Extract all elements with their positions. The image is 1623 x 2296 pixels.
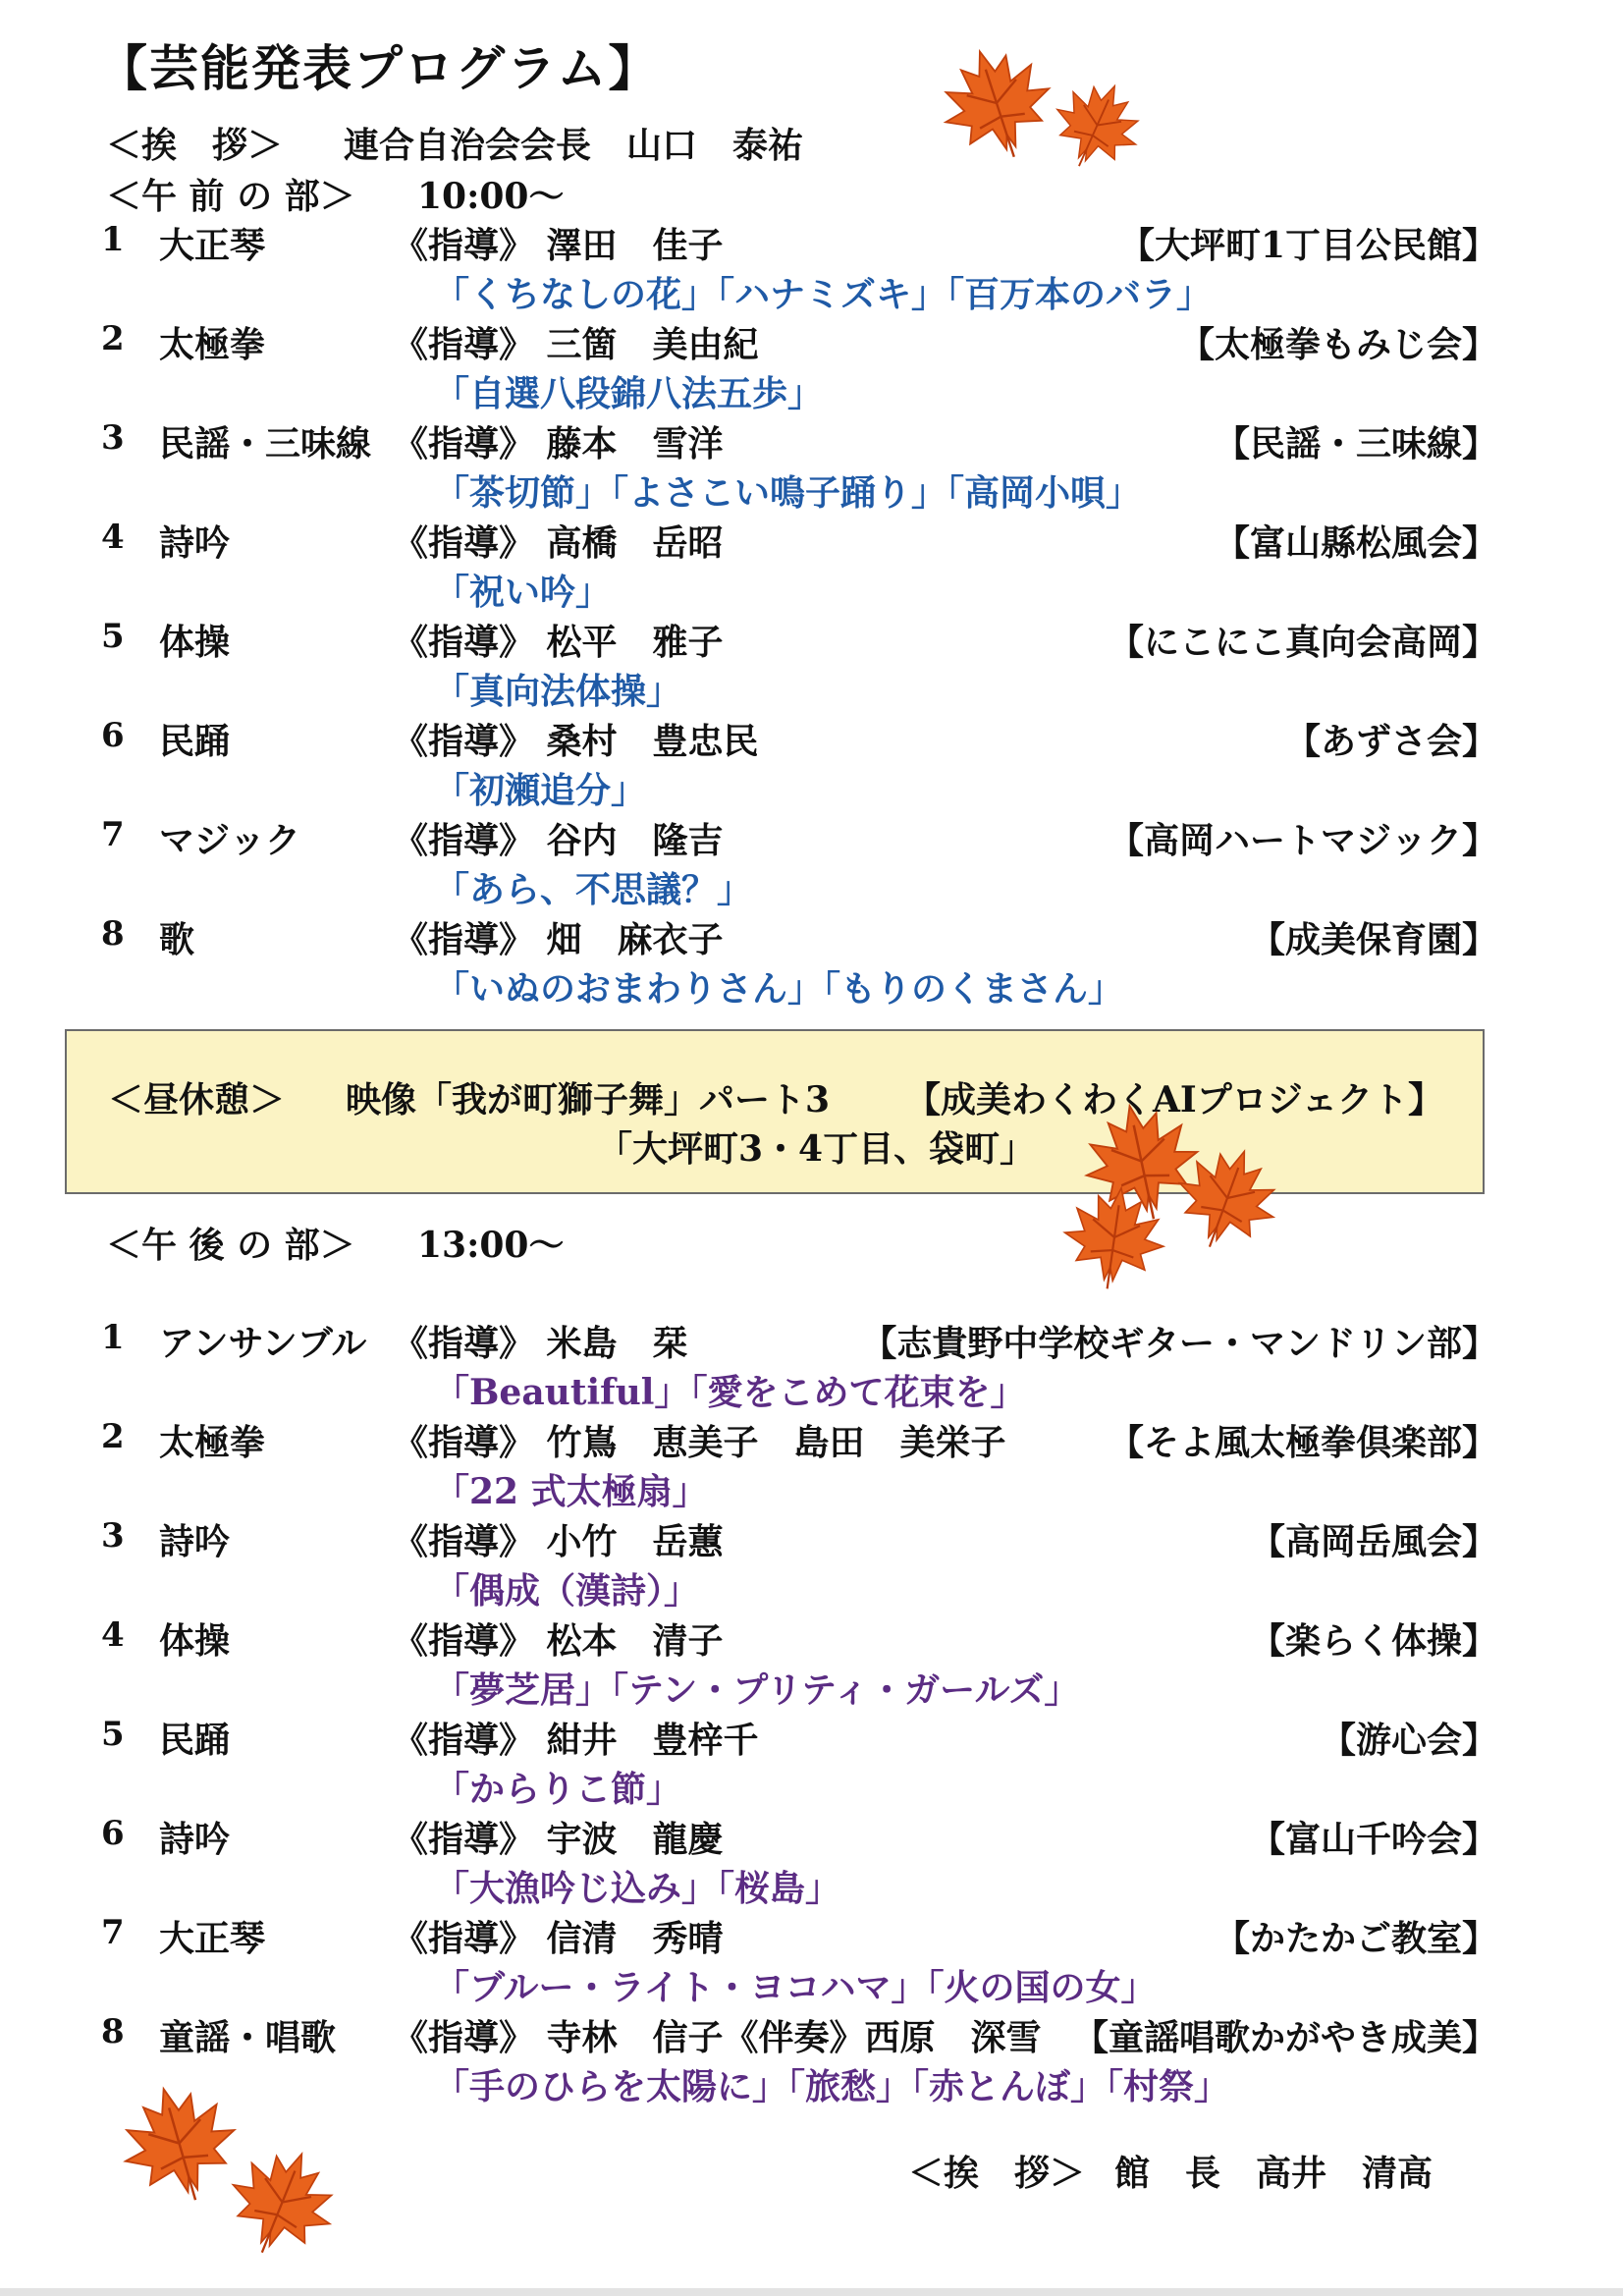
- item-songs: 「真向法体操」: [434, 671, 682, 712]
- item-genre: マジック: [159, 820, 301, 861]
- item-number: 7: [101, 1913, 125, 1952]
- item-number: 6: [101, 1814, 125, 1853]
- item-songs: 「Beautiful」「愛をこめて花束を」: [434, 1372, 1026, 1413]
- item-songs: 「自選八段錦八法五歩」: [434, 373, 824, 414]
- item-genre: 詩吟: [159, 1521, 231, 1562]
- item-genre: 体操: [159, 622, 231, 663]
- lunch-area: 「大坪町3・4丁目、袋町」: [597, 1128, 1036, 1170]
- item-genre: 大正琴: [159, 225, 266, 266]
- item-number: 4: [101, 1615, 125, 1655]
- item-genre: 民踊: [159, 721, 231, 762]
- item-group: 【太極拳もみじ会】: [1178, 324, 1497, 365]
- item-genre: 大正琴: [159, 1918, 266, 1959]
- morning-label: ＜午 前 の 部＞: [106, 176, 355, 217]
- item-instructor: 《指導》 三箇 美由紀: [393, 324, 759, 365]
- afternoon-label: ＜午 後 の 部＞: [106, 1225, 355, 1266]
- item-group: 【成美保育園】: [1249, 919, 1497, 960]
- item-instructor: 《指導》 小竹 岳蕙: [393, 1521, 724, 1562]
- item-songs: 「22 式太極扇」: [434, 1471, 708, 1512]
- item-instructor: 《指導》 米島 栞: [393, 1323, 688, 1364]
- item-group: 【にこにこ真向会高岡】: [1108, 622, 1497, 663]
- item-instructor: 《指導》 紺井 豊梓千: [393, 1720, 759, 1761]
- item-instructor: 《指導》 寺林 信子《伴奏》西原 深雪: [393, 2017, 1042, 2058]
- closing-speaker: 館 長 高井 清高: [1114, 2153, 1434, 2194]
- afternoon-time: 13:00～: [417, 1225, 565, 1266]
- item-number: 4: [101, 518, 125, 557]
- item-instructor: 《指導》 桑村 豊忠民: [393, 721, 759, 762]
- item-songs: 「ブルー・ライト・ヨコハマ」「火の国の女」: [434, 1967, 1157, 2008]
- page-title: 【芸能発表プログラム】: [98, 39, 660, 97]
- lunch-group: 【成美わくわくAIプロジェクト】: [904, 1079, 1443, 1121]
- item-genre: 太極拳: [159, 1422, 266, 1463]
- item-group: 【大坪町1丁目公民館】: [1118, 225, 1497, 266]
- item-instructor: 《指導》 松本 清子: [393, 1620, 724, 1662]
- item-genre: 民踊: [159, 1720, 231, 1761]
- item-group: 【高岡岳風会】: [1249, 1521, 1497, 1562]
- item-songs: 「偶成（漢詩）」: [434, 1570, 700, 1612]
- item-instructor: 《指導》 澤田 佳子: [393, 225, 724, 266]
- item-songs: 「大漁吟じ込み」「桜島」: [434, 1868, 841, 1909]
- item-group: 【游心会】: [1320, 1720, 1497, 1761]
- item-instructor: 《指導》 谷内 隆吉: [393, 820, 724, 861]
- item-group: 【富山千吟会】: [1249, 1819, 1497, 1860]
- item-number: 1: [101, 1318, 125, 1357]
- opening-speaker: 連合自治会会長 山口 泰祐: [344, 125, 804, 166]
- item-instructor: 《指導》 松平 雅子: [393, 622, 724, 663]
- item-number: 8: [101, 2012, 125, 2051]
- item-number: 6: [101, 716, 125, 755]
- item-songs: 「祝い吟」: [434, 572, 612, 613]
- item-songs: 「手のひらを太陽に」「旅愁」「赤とんぼ」「村祭」: [434, 2066, 1230, 2107]
- page-bottom-edge: [0, 2288, 1623, 2296]
- item-instructor: 《指導》 藤本 雪洋: [393, 423, 724, 465]
- item-number: 3: [101, 418, 125, 458]
- item-genre: 詩吟: [159, 522, 231, 564]
- item-genre: アンサンブル: [159, 1323, 367, 1364]
- item-songs: 「初瀬追分」: [434, 770, 647, 811]
- item-number: 2: [101, 1417, 125, 1456]
- item-songs: 「からりこ節」: [434, 1769, 682, 1810]
- item-group: 【童謡唱歌かがやき成美】: [1072, 2017, 1497, 2058]
- item-songs: 「あら、不思議？」: [434, 869, 753, 910]
- item-genre: 詩吟: [159, 1819, 231, 1860]
- morning-time: 10:00～: [417, 176, 565, 217]
- lunch-label: ＜昼休憩＞: [108, 1079, 286, 1121]
- item-number: 7: [101, 815, 125, 854]
- maple-leaf-icon: [922, 28, 1070, 177]
- maple-leaf-icon: [1054, 1176, 1175, 1298]
- item-group: 【あずさ会】: [1284, 721, 1497, 762]
- item-instructor: 《指導》 畑 麻衣子: [393, 919, 724, 960]
- lunch-video: 映像「我が町獅子舞」パート3: [346, 1079, 831, 1121]
- item-genre: 歌: [159, 919, 195, 960]
- item-number: 1: [101, 220, 125, 259]
- item-group: 【志貴野中学校ギター・マンドリン部】: [861, 1323, 1497, 1364]
- item-number: 5: [101, 1715, 125, 1754]
- item-songs: 「夢芝居」「テン・プリティ・ガールズ」: [434, 1669, 1080, 1711]
- item-genre: 童謡・唱歌: [159, 2017, 337, 2058]
- item-songs: 「いぬのおまわりさん」「もりのくまさん」: [434, 968, 1124, 1010]
- item-genre: 民謡・三味線: [159, 423, 372, 465]
- item-number: 3: [101, 1516, 125, 1556]
- item-instructor: 《指導》 竹嶌 恵美子 島田 美栄子: [393, 1422, 1006, 1463]
- item-group: 【かたかご教室】: [1214, 1918, 1497, 1959]
- closing-label: ＜挨 拶＞: [908, 2153, 1086, 2194]
- item-songs: 「くちなしの花」「ハナミズキ」「百万本のバラ」: [434, 274, 1213, 315]
- opening-label: ＜挨 拶＞: [106, 125, 284, 166]
- item-number: 8: [101, 914, 125, 954]
- item-group: 【富山縣松風会】: [1214, 522, 1497, 564]
- item-songs: 「茶切節」「よさこい鳴子踊り」「高岡小唄」: [434, 472, 1142, 514]
- item-number: 5: [101, 617, 125, 656]
- maple-leaf-icon: [1036, 64, 1159, 187]
- item-number: 2: [101, 319, 125, 358]
- item-instructor: 《指導》 信清 秀晴: [393, 1918, 724, 1959]
- item-group: 【高岡ハートマジック】: [1108, 820, 1497, 861]
- item-instructor: 《指導》 宇波 龍慶: [393, 1819, 724, 1860]
- item-group: 【楽らく体操】: [1249, 1620, 1497, 1662]
- item-group: 【そよ風太極拳倶楽部】: [1108, 1422, 1497, 1463]
- item-group: 【民謡・三味線】: [1214, 423, 1497, 465]
- item-genre: 太極拳: [159, 324, 266, 365]
- item-instructor: 《指導》 高橋 岳昭: [393, 522, 724, 564]
- item-genre: 体操: [159, 1620, 231, 1662]
